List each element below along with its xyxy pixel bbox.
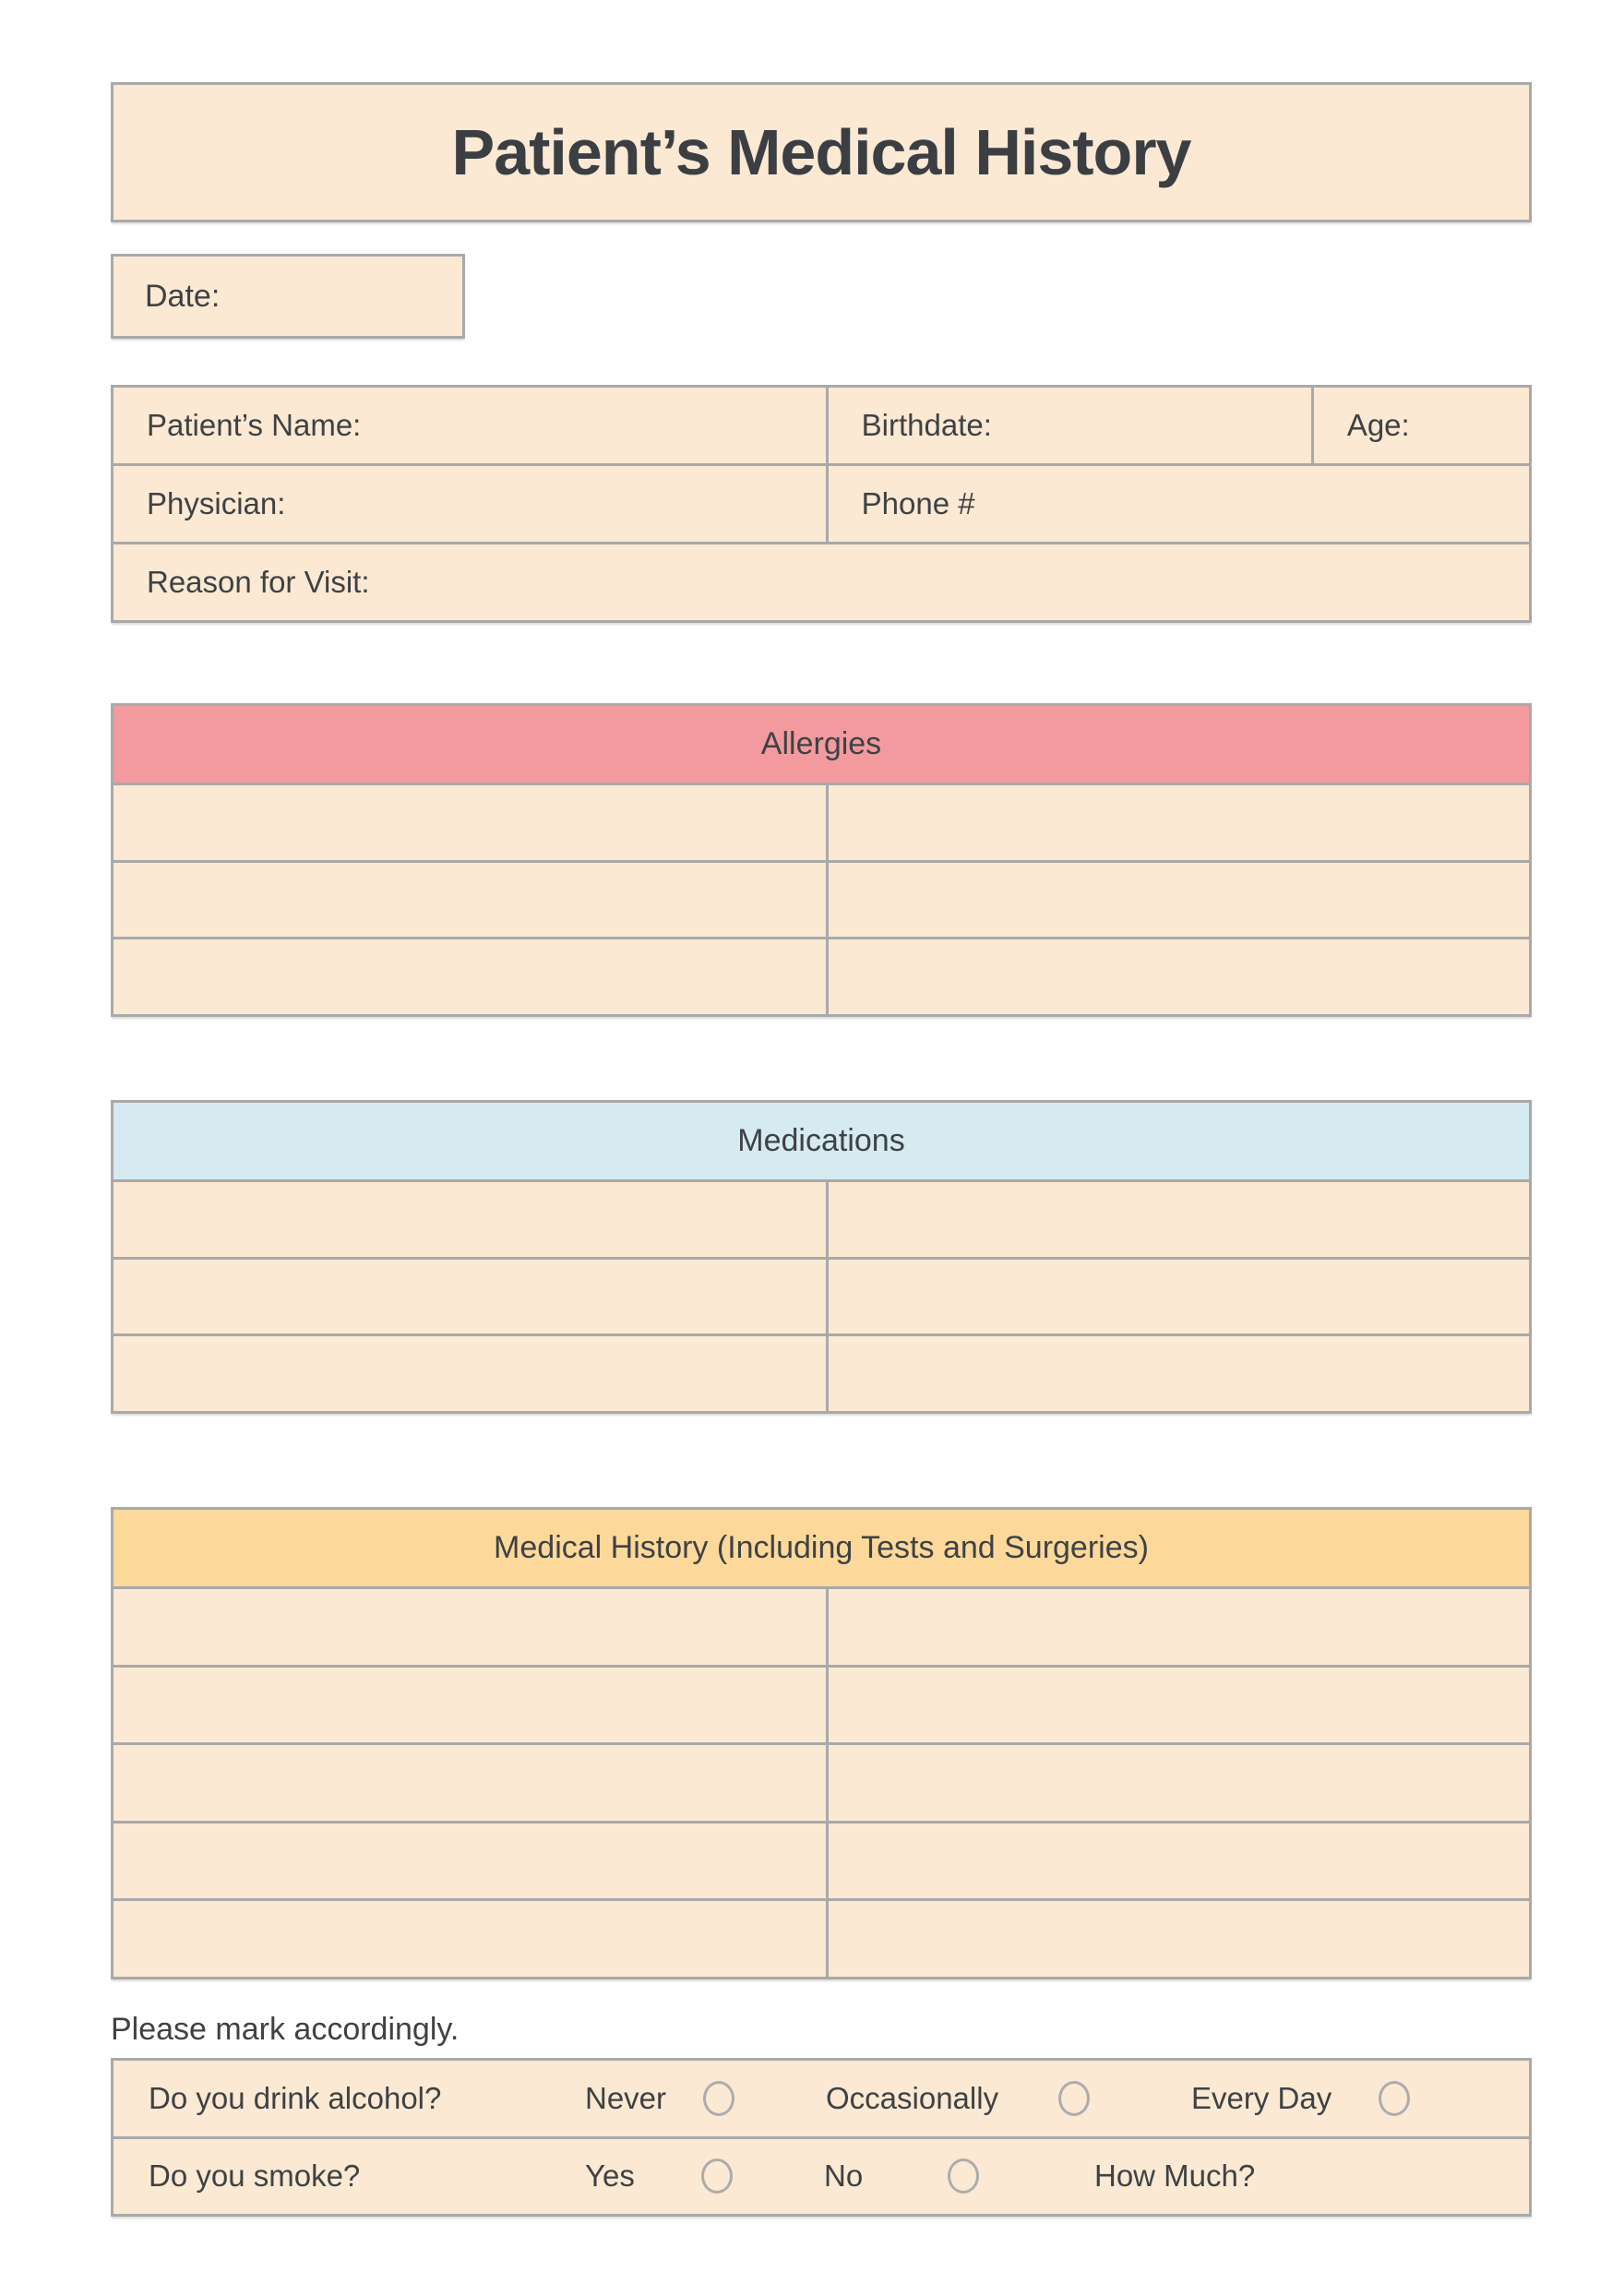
medications-cell[interactable] — [829, 1182, 1529, 1257]
medical-history-row — [113, 1824, 1529, 1902]
medical-history-cell[interactable] — [113, 1589, 829, 1665]
physician-label: Physician: — [147, 486, 286, 520]
option-no-label: No — [824, 2158, 864, 2194]
medical-history-row — [113, 1745, 1529, 1824]
medications-table — [111, 1100, 1532, 1414]
medical-history-row — [113, 1589, 1529, 1668]
patient-name-field[interactable] — [113, 388, 829, 463]
reason-for-visit-field[interactable] — [113, 544, 1529, 620]
date-field[interactable] — [111, 254, 465, 339]
alcohol-question-row — [113, 2061, 1529, 2139]
allergies-header: Allergies — [113, 706, 1529, 785]
smoke-question-label: Do you smoke? — [149, 2158, 361, 2194]
medical-history-row — [113, 1668, 1529, 1746]
medications-header: Medications — [113, 1103, 1529, 1182]
allergies-cell[interactable] — [113, 863, 829, 938]
medical-history-cell[interactable] — [829, 1824, 1529, 1899]
medical-history-table — [111, 1507, 1532, 1979]
physician-field[interactable] — [113, 466, 829, 542]
age-field[interactable] — [1314, 388, 1529, 463]
medical-history-row — [113, 1901, 1529, 1977]
radio-every-day[interactable] — [1379, 2081, 1410, 2116]
allergies-cell[interactable] — [829, 863, 1529, 938]
medical-history-cell[interactable] — [829, 1589, 1529, 1665]
medical-history-cell[interactable] — [113, 1745, 829, 1821]
allergies-cell[interactable] — [113, 785, 829, 860]
medications-cell[interactable] — [829, 1336, 1529, 1411]
patient-info-row-1 — [113, 388, 1529, 466]
medical-history-cell[interactable] — [829, 1745, 1529, 1821]
medical-history-cell[interactable] — [829, 1901, 1529, 1977]
date-label: Date: — [145, 278, 221, 314]
medications-row — [113, 1336, 1529, 1411]
smoke-question-row — [113, 2139, 1529, 2215]
medications-cell[interactable] — [113, 1336, 829, 1411]
lifestyle-questions-table — [111, 2058, 1532, 2217]
page-title: Patient’s Medical History — [451, 116, 1191, 188]
form-title-box — [111, 82, 1532, 222]
radio-yes[interactable] — [701, 2158, 733, 2194]
medical-history-cell[interactable] — [113, 1824, 829, 1899]
medical-history-cell[interactable] — [113, 1901, 829, 1977]
medical-history-header: Medical History (Including Tests and Surgeries) — [113, 1510, 1529, 1589]
patient-info-table — [111, 385, 1532, 623]
age-label: Age: — [1346, 408, 1410, 442]
birthdate-field[interactable] — [829, 388, 1314, 463]
medications-cell[interactable] — [829, 1260, 1529, 1334]
radio-never[interactable] — [703, 2081, 734, 2116]
medical-history-cell[interactable] — [113, 1668, 829, 1743]
phone-label: Phone # — [861, 486, 975, 520]
patient-name-label: Patient’s Name: — [147, 408, 362, 442]
how-much-label: How Much? — [1094, 2158, 1256, 2194]
option-every-day-label: Every Day — [1191, 2080, 1332, 2115]
reason-for-visit-label: Reason for Visit: — [147, 565, 370, 599]
alcohol-question-label: Do you drink alcohol? — [149, 2080, 442, 2115]
medications-cell[interactable] — [113, 1182, 829, 1257]
allergies-cell[interactable] — [829, 785, 1529, 860]
allergies-table — [111, 703, 1532, 1017]
radio-occasionally[interactable] — [1058, 2081, 1090, 2116]
option-yes-label: Yes — [585, 2158, 635, 2194]
radio-no[interactable] — [948, 2158, 979, 2194]
allergies-row — [113, 785, 1529, 863]
medications-row — [113, 1260, 1529, 1337]
medications-cell[interactable] — [113, 1260, 829, 1334]
medications-row — [113, 1182, 1529, 1260]
medical-history-cell[interactable] — [829, 1668, 1529, 1743]
allergies-cell[interactable] — [113, 939, 829, 1014]
allergies-row — [113, 939, 1529, 1014]
patient-info-row-3 — [113, 544, 1529, 620]
patient-info-row-2 — [113, 466, 1529, 544]
option-never-label: Never — [585, 2080, 667, 2115]
phone-field[interactable] — [829, 466, 1529, 542]
option-occasionally-label: Occasionally — [826, 2080, 999, 2115]
mark-accordingly-note: Please mark accordingly. — [111, 2012, 460, 2047]
allergies-cell[interactable] — [829, 939, 1529, 1014]
birthdate-label: Birthdate: — [861, 408, 992, 442]
allergies-row — [113, 863, 1529, 940]
